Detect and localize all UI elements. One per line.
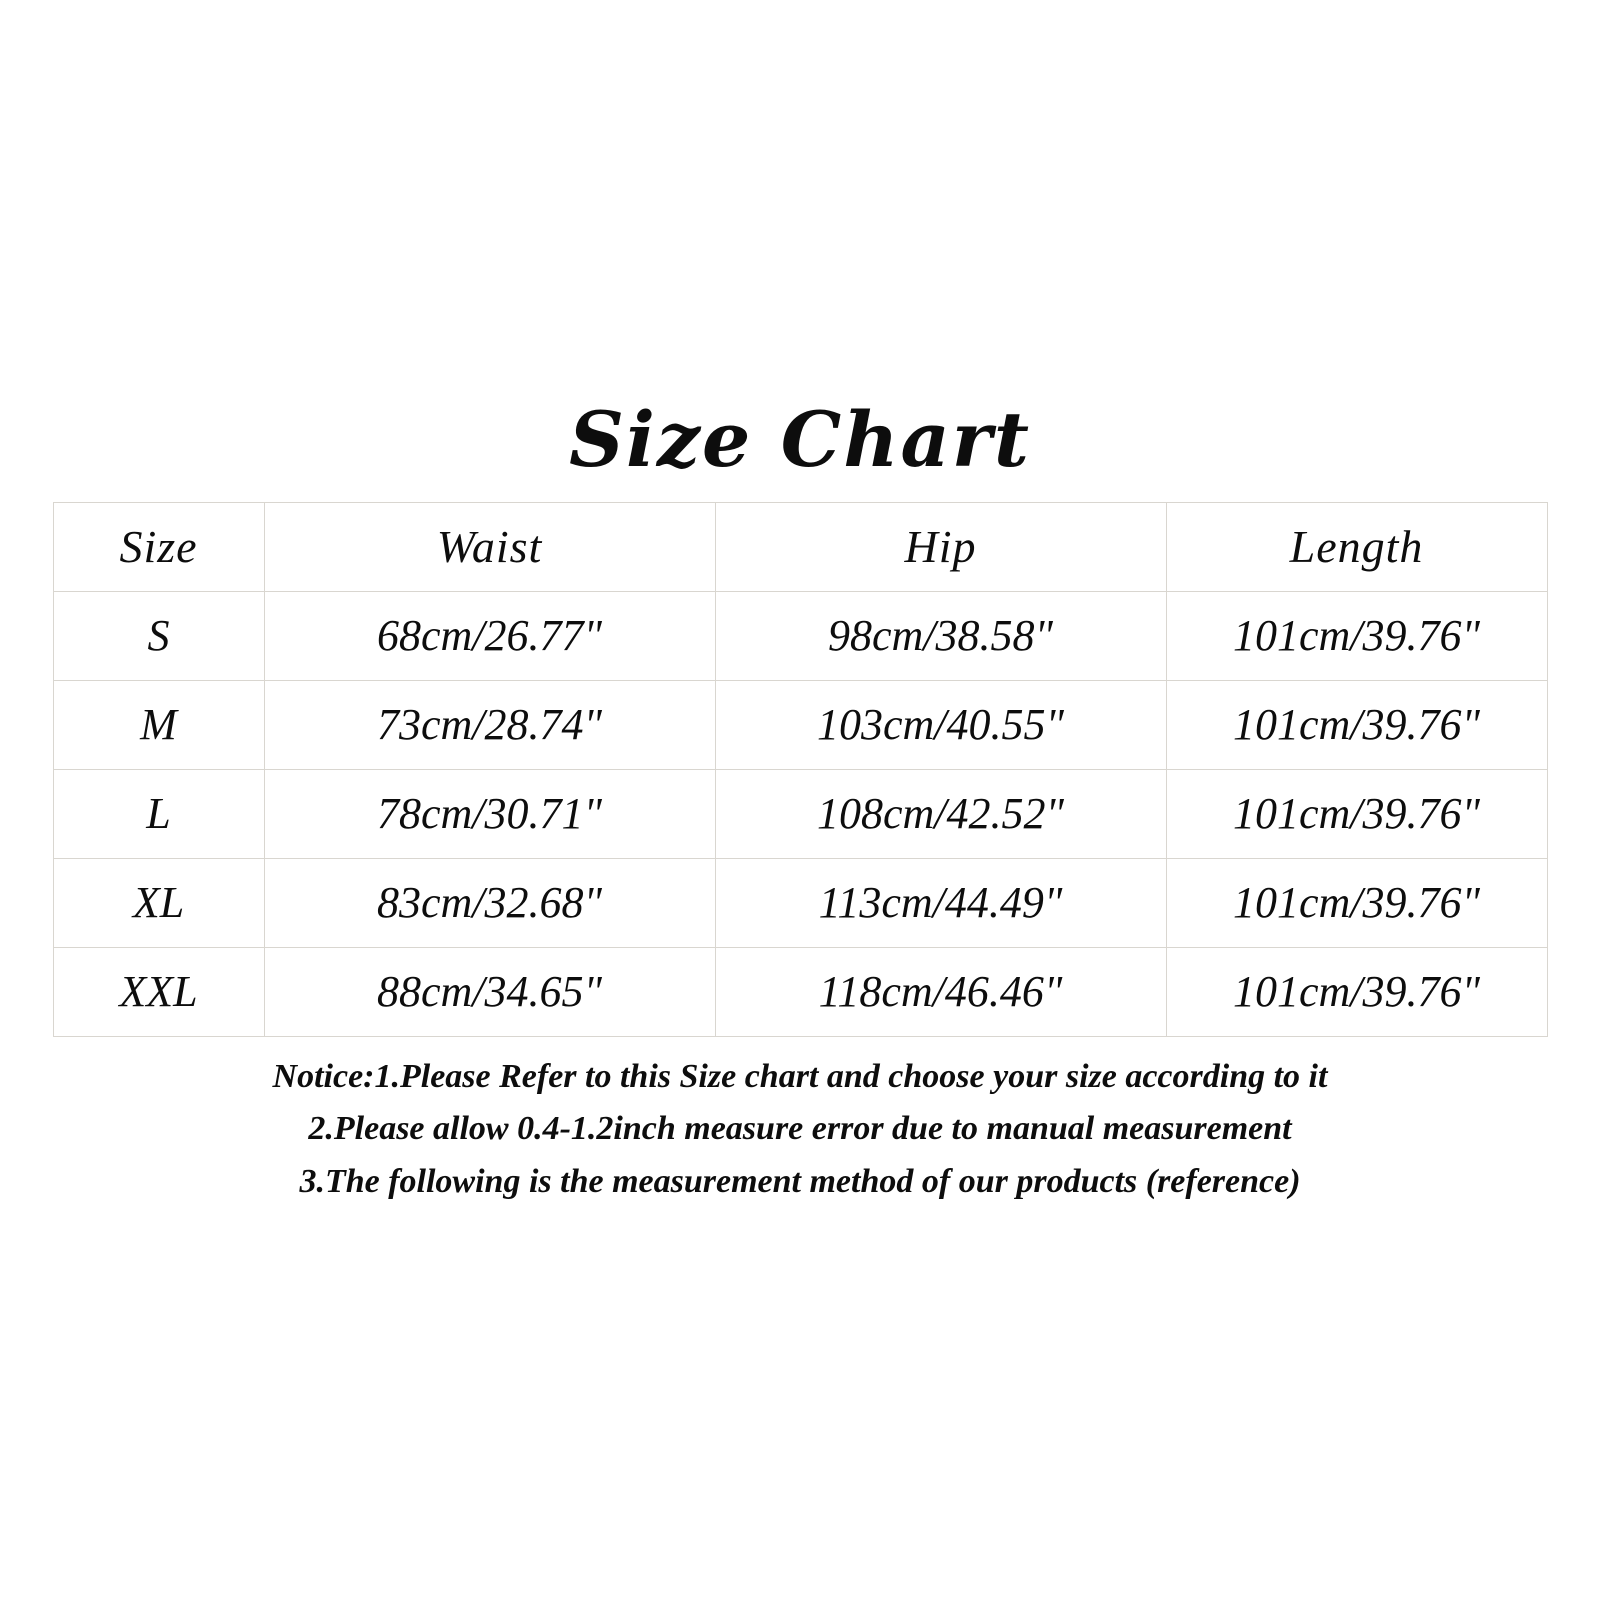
cell-waist: 73cm/28.74" (264, 680, 715, 769)
cell-hip: 113cm/44.49" (715, 858, 1166, 947)
table-row (53, 947, 1547, 1036)
cell-size: L (53, 769, 264, 858)
cell-hip: 108cm/42.52" (715, 769, 1166, 858)
cell-size: S (53, 591, 264, 680)
table-row (53, 769, 1547, 858)
size-chart-table (53, 502, 1548, 1037)
cell-waist: 83cm/32.68" (264, 858, 715, 947)
table-row (53, 591, 1547, 680)
size-chart-container (0, 395, 1600, 1209)
column-header-waist: Waist (264, 502, 715, 591)
cell-size: XXL (53, 947, 264, 1036)
cell-length: 101cm/39.76" (1166, 680, 1547, 769)
cell-hip: 98cm/38.58" (715, 591, 1166, 680)
page-title: Size Chart (569, 395, 1031, 484)
cell-hip: 118cm/46.46" (715, 947, 1166, 1036)
table-header-row (53, 502, 1547, 591)
table-row (53, 680, 1547, 769)
notice-block (100, 1051, 1500, 1209)
notice-line-1: Notice:1.Please Refer to this Size chart and choose your size according to it (272, 1057, 1328, 1095)
cell-length: 101cm/39.76" (1166, 769, 1547, 858)
notice-line-2: 2.Please allow 0.4-1.2inch measure error due to manual measurement (308, 1110, 1292, 1148)
notice-line-3: 3.The following is the measurement method of our products (reference) (299, 1163, 1301, 1201)
cell-length: 101cm/39.76" (1166, 591, 1547, 680)
cell-waist: 78cm/30.71" (264, 769, 715, 858)
cell-length: 101cm/39.76" (1166, 858, 1547, 947)
cell-length: 101cm/39.76" (1166, 947, 1547, 1036)
column-header-size: Size (53, 502, 264, 591)
cell-hip: 103cm/40.55" (715, 680, 1166, 769)
cell-waist: 68cm/26.77" (264, 591, 715, 680)
cell-size: M (53, 680, 264, 769)
table-row (53, 858, 1547, 947)
column-header-length: Length (1166, 502, 1547, 591)
cell-size: XL (53, 858, 264, 947)
cell-waist: 88cm/34.65" (264, 947, 715, 1036)
column-header-hip: Hip (715, 502, 1166, 591)
